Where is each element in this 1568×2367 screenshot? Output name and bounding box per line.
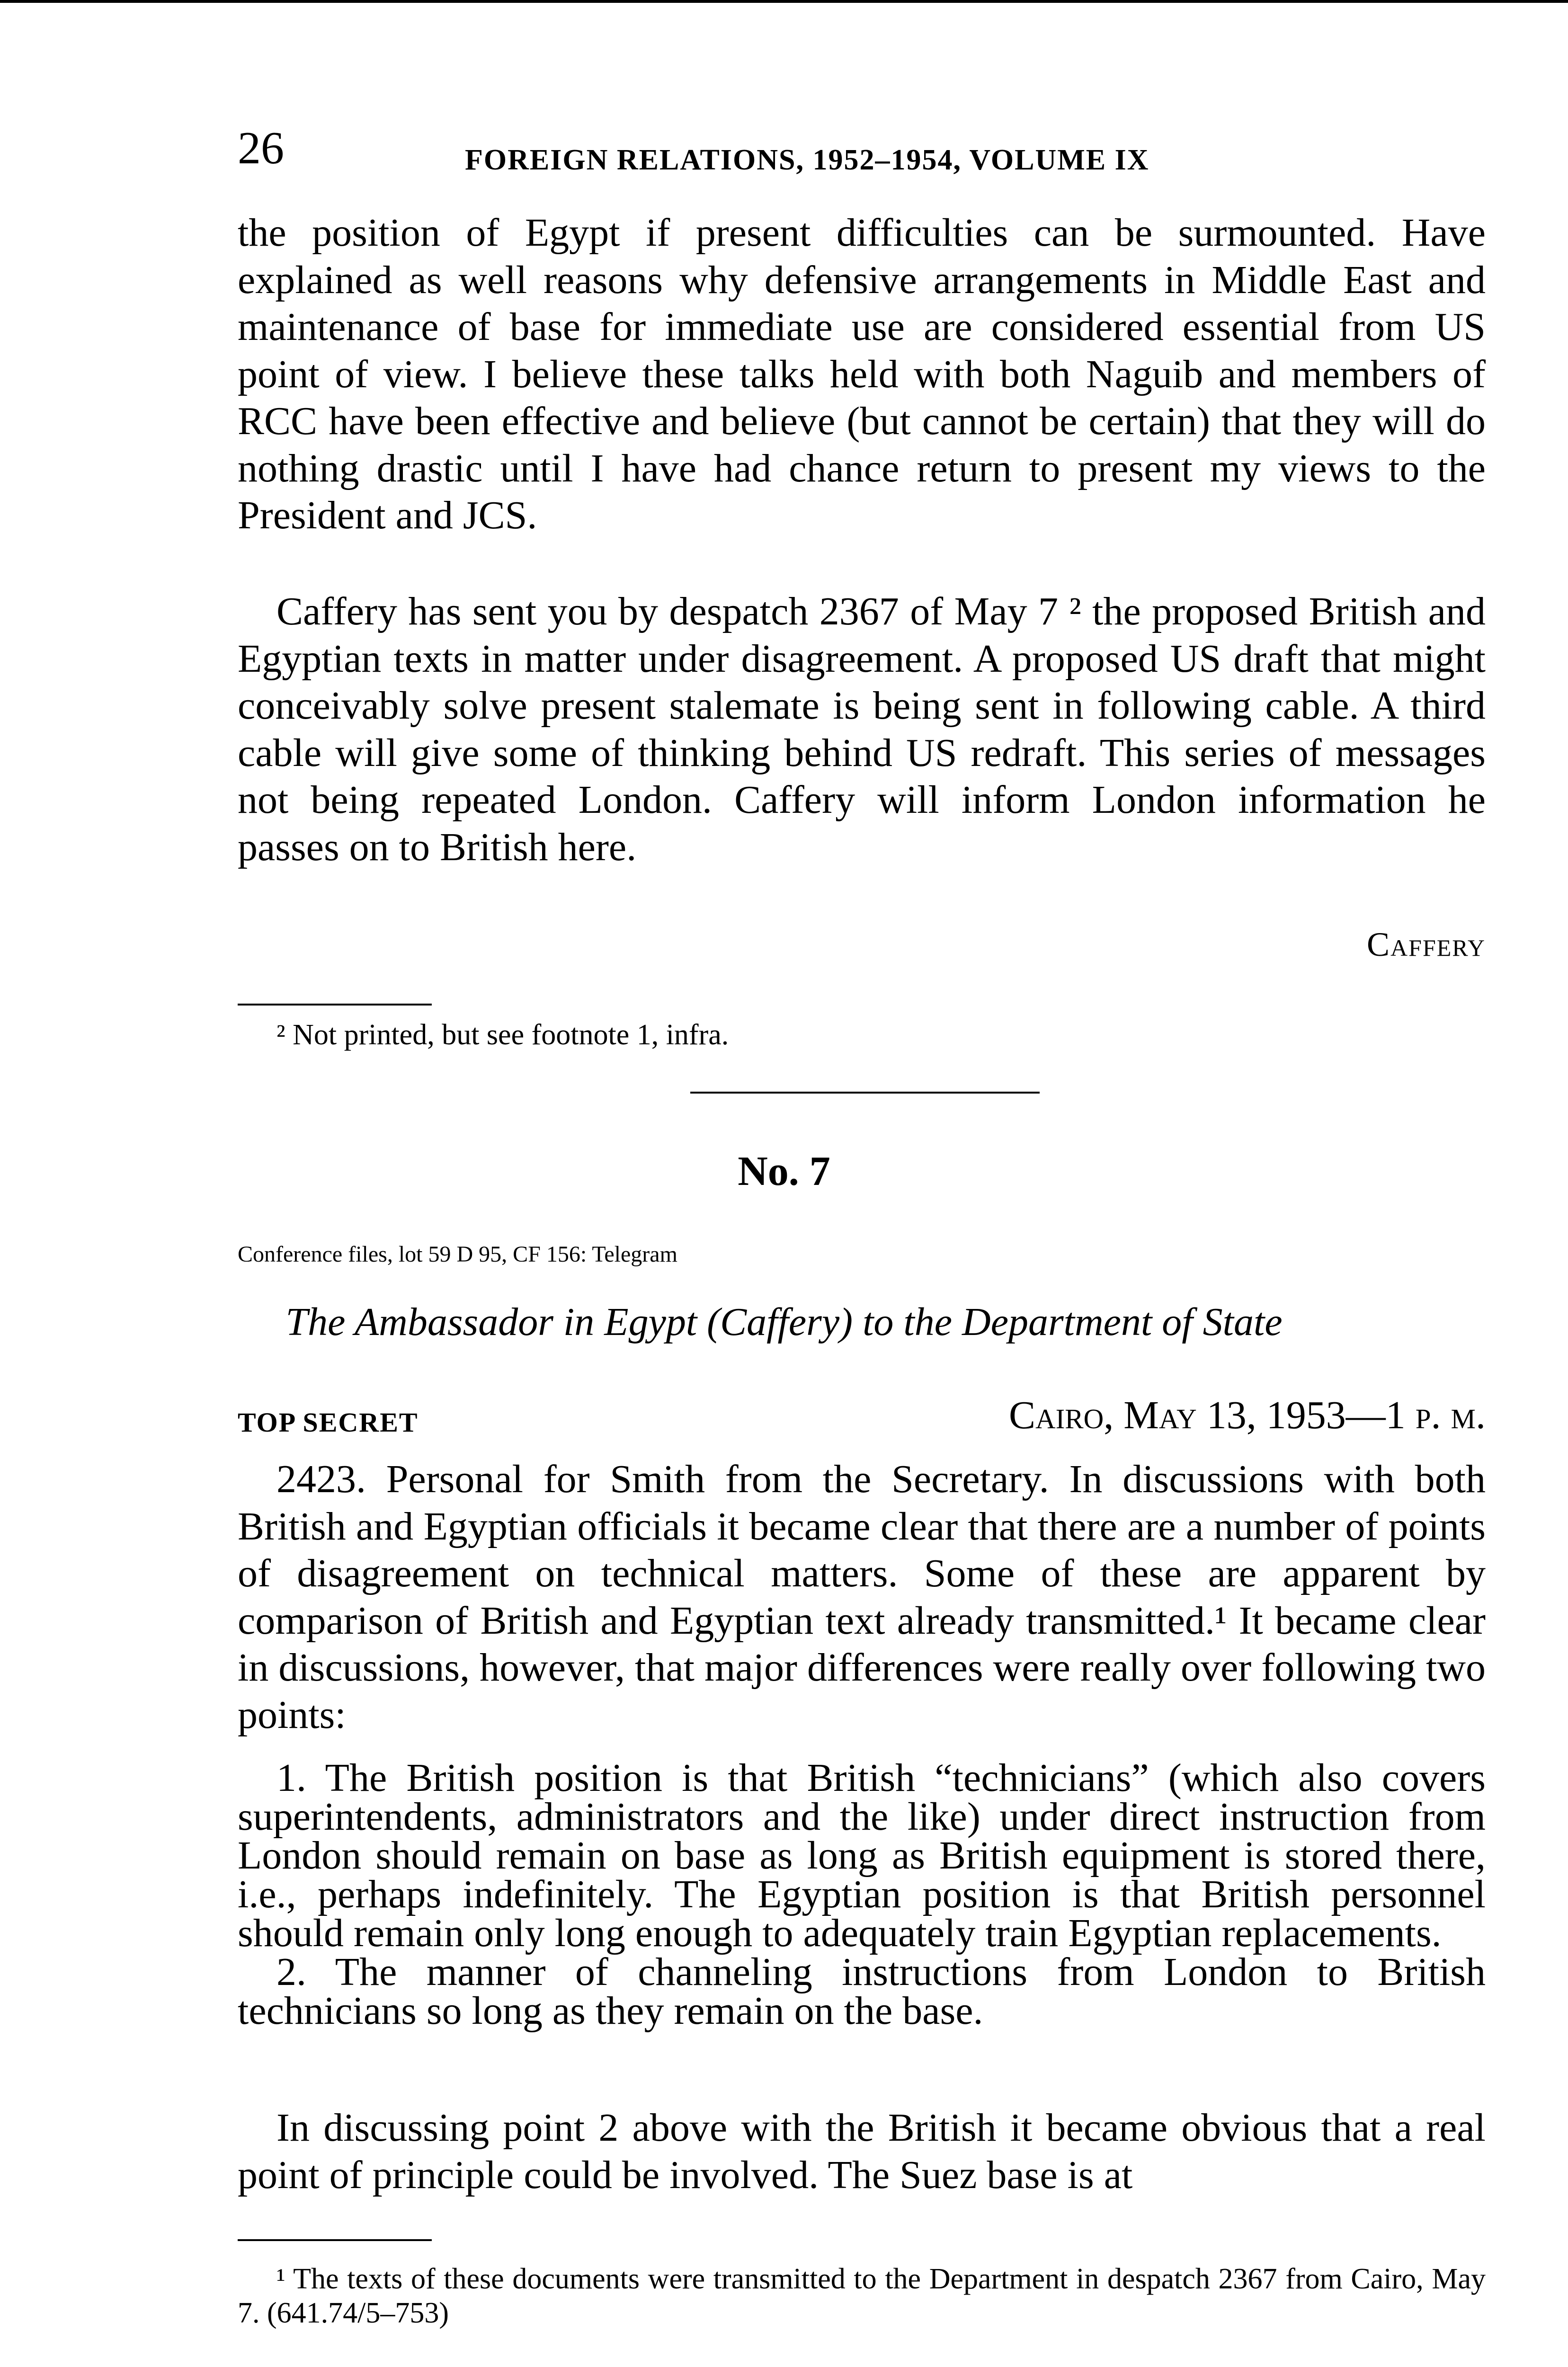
document-number: No. 7 [738, 1148, 830, 1194]
body-paragraph [238, 2104, 1486, 2198]
running-title: FOREIGN RELATIONS, 1952–1954, VOLUME IX [465, 144, 1149, 176]
footnote-rule [238, 1004, 432, 1006]
document-separator [690, 1092, 1040, 1094]
body-paragraph-text: Caffery has sent you by despatch 2367 of May 7 ² the proposed British and Egyptian texts in matter under disagreement. A proposed US draft that might conceivably solve present stalemate is being sent in following cable. A third cable will give some of thinking behind US redraft. This series of messages not being repeated London. Caffery will inform London information he passes on to British here. [238, 589, 1486, 869]
continued-paragraph: the position of Egypt if present difficulties can be surmounted. Have explained as well reasons why defensive arrangements in Middle East and maintenance of base for immediate use are considered essential from US point of view. I believe these talks held with both Naguib and members of RCC have been effective and believe (but cannot be certain) that they will do nothing drastic until I have had chance return to present my views to the President and JCS. [238, 211, 1486, 537]
body-paragraph [238, 1456, 1486, 1738]
footnote-text: ² Not printed, but see footnote 1, infra. [276, 1019, 729, 1051]
list-item-text: 1. The British position is that British “technicians” (which also covers superintendents, administrators and the like) under direct instruction from London should remain on base as long as British equipment is stored there, i.e., perhaps indefinitely. The Egyptian position is that British personnel should remain only long enough to adequately train Egyptian replacements. [238, 1756, 1486, 1955]
footnote [238, 2262, 1486, 2330]
document-title: The Ambassador in Egypt (Caffery) to the Department of State [285, 1300, 1283, 1344]
point-list [238, 1756, 1486, 2033]
source-note: Conference files, lot 59 D 95, CF 156: Telegram [238, 1242, 677, 1267]
page-header [238, 122, 1486, 184]
footnote-rule [238, 2239, 432, 2241]
place-date: Cairo, May 13, 1953—1 p. m. [1008, 1393, 1486, 1437]
body-paragraph [238, 588, 1486, 871]
list-item-text: 2. The manner of channeling instructions from London to British technicians so long as they remain on the base. [238, 1950, 1486, 2033]
footnote [238, 1018, 1486, 1052]
top-border [0, 0, 1568, 3]
signature: Caffery [1367, 925, 1486, 963]
body-paragraph-text: In discussing point 2 above with the British it became obvious that a real point of principle could be involved. The Suez base is at [238, 2106, 1486, 2197]
dateline [238, 1392, 1486, 1439]
classification: TOP SECRET [238, 1407, 419, 1438]
page-number: 26 [238, 123, 284, 174]
body-paragraph-text: 2423. Personal for Smith from the Secretary. In discussions with both British and Egyptian officials it became clear that there are a number of points of disagreement on technical matters. Some of these are apparent by comparison of British and Egyptian text already transmitted.¹ It became clear in discussions, however, that major differences were really over following two points: [238, 1457, 1486, 1737]
footnote-text: ¹ The texts of these documents were transmitted to the Department in despatch 2367 from Cairo, May 7. (641.74/5–753) [238, 2263, 1486, 2329]
list-item [238, 1756, 1486, 1955]
list-item [238, 1950, 1486, 2033]
